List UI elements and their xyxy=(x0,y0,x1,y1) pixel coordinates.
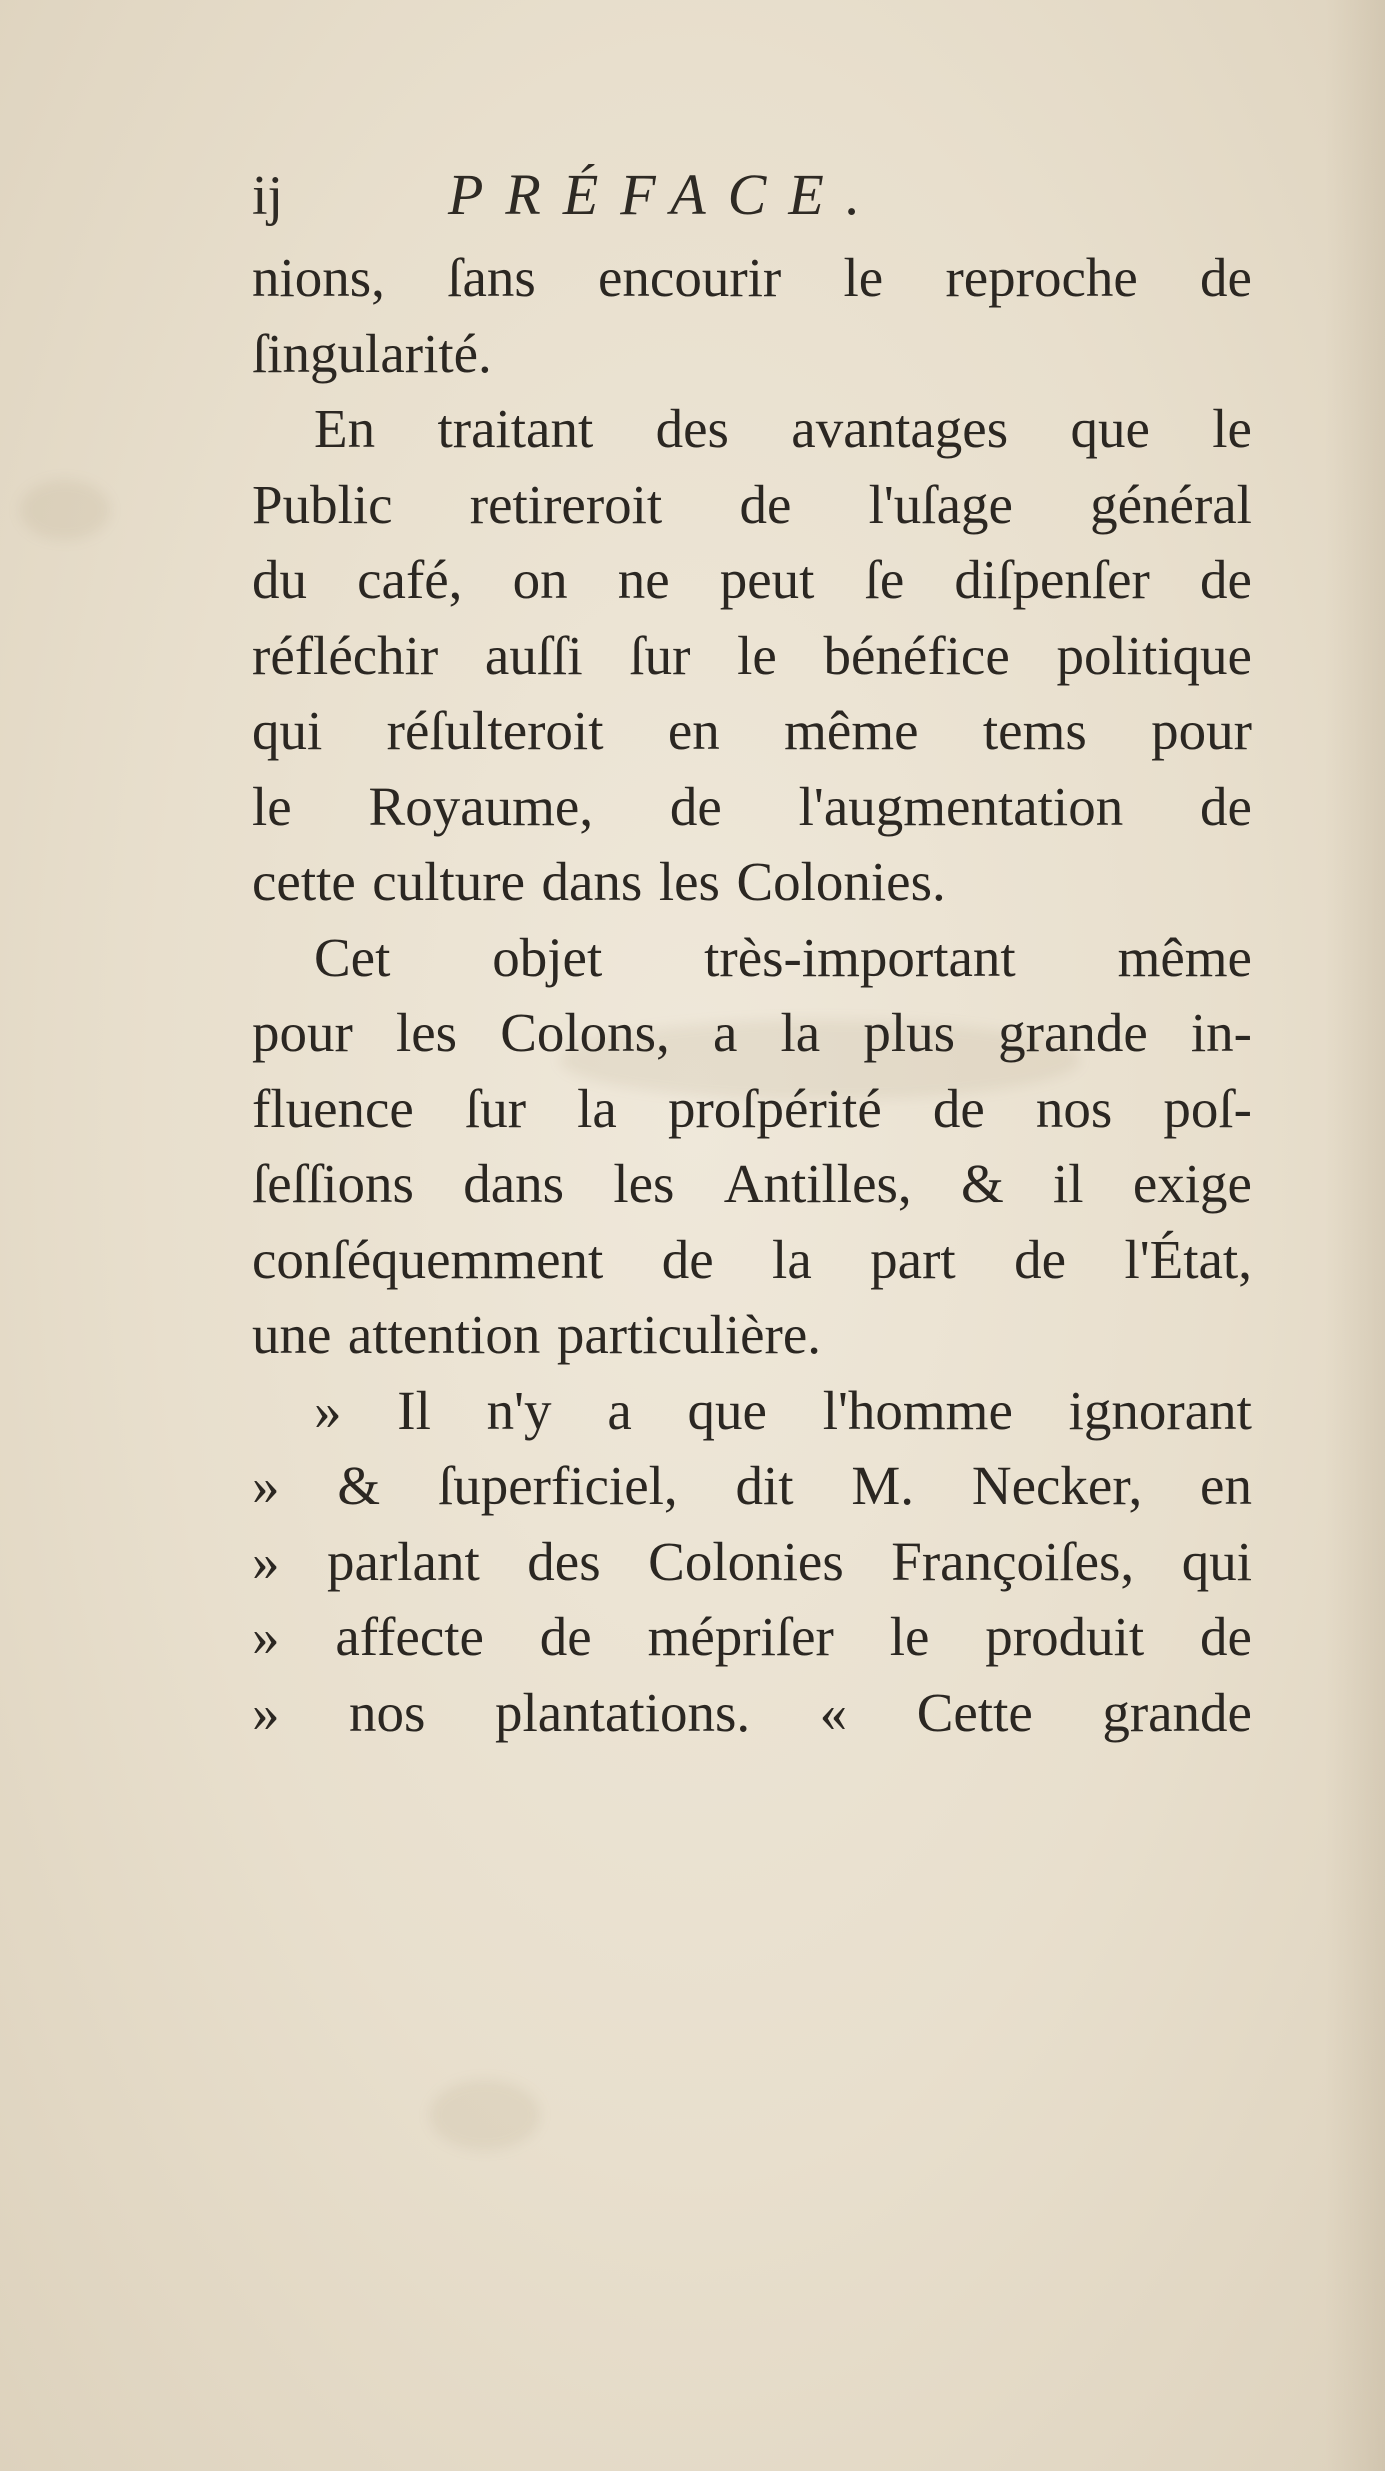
word: exige xyxy=(1132,1153,1252,1214)
word: de xyxy=(1200,549,1252,610)
word: avantages xyxy=(791,398,1009,459)
text-line xyxy=(252,769,1252,845)
word: ignorant xyxy=(1068,1379,1252,1441)
word: & xyxy=(960,1153,1004,1214)
word: des xyxy=(527,1530,601,1592)
word: Public xyxy=(252,473,393,535)
word: « xyxy=(819,1681,848,1743)
text-line xyxy=(252,1373,1252,1449)
word: nos xyxy=(349,1681,426,1743)
word: » xyxy=(252,1455,280,1516)
word: attention xyxy=(347,1304,541,1365)
word: dit xyxy=(735,1455,794,1516)
word: le xyxy=(737,624,777,686)
word: de xyxy=(1014,1228,1067,1290)
word: de xyxy=(669,775,722,837)
text-line xyxy=(252,1297,1252,1373)
word: Colonies. xyxy=(736,851,946,912)
word: dans xyxy=(463,1153,565,1214)
word: une xyxy=(252,1304,332,1365)
word: grande xyxy=(1102,1681,1252,1743)
word: le xyxy=(252,775,292,837)
word: ne xyxy=(617,549,670,610)
word: réfléchir xyxy=(252,624,439,686)
word: affecte xyxy=(335,1606,484,1667)
word: tems xyxy=(982,700,1087,761)
text-line xyxy=(252,1675,1252,1751)
word: En xyxy=(314,398,376,459)
word: le xyxy=(889,1606,930,1667)
text-line xyxy=(252,391,1252,467)
word: très-important xyxy=(704,926,1016,988)
running-head: PRÉFACE. xyxy=(448,162,883,227)
word: part xyxy=(870,1228,956,1290)
word: n'y xyxy=(486,1379,552,1441)
word: culture xyxy=(372,851,525,912)
word: a xyxy=(607,1379,632,1441)
text-line xyxy=(252,1146,1252,1222)
word: que xyxy=(687,1379,767,1441)
word: de xyxy=(661,1228,714,1290)
word: Colonies xyxy=(648,1530,844,1592)
word: bénéfice xyxy=(823,624,1010,686)
word: que xyxy=(1070,398,1150,459)
word: objet xyxy=(492,926,603,988)
word: » xyxy=(314,1379,342,1441)
text-line xyxy=(252,240,1252,316)
word: fluence xyxy=(252,1077,414,1139)
text-line xyxy=(252,1222,1252,1298)
word: reproche xyxy=(945,247,1138,308)
word: pour xyxy=(1151,700,1252,761)
word: plantations. xyxy=(495,1681,751,1743)
word: même xyxy=(1117,926,1252,988)
word: les xyxy=(658,851,720,912)
word: Colons, xyxy=(500,1002,670,1063)
text-line xyxy=(252,693,1252,769)
word: peut xyxy=(719,549,815,610)
word: du xyxy=(252,549,307,610)
word: de xyxy=(739,473,792,535)
word: de xyxy=(539,1606,592,1667)
word: réſulteroit xyxy=(386,700,604,761)
word: Cette xyxy=(916,1681,1033,1743)
text-line xyxy=(252,467,1252,543)
word: » xyxy=(252,1606,280,1667)
word: a xyxy=(712,1002,738,1063)
word: l'homme xyxy=(822,1379,1013,1441)
word: traitant xyxy=(437,398,594,459)
word: produit xyxy=(985,1606,1145,1667)
word: la xyxy=(780,1002,821,1063)
word: in- xyxy=(1190,1002,1252,1063)
word: Royaume, xyxy=(368,775,594,837)
text-line xyxy=(252,1524,1252,1600)
word: plus xyxy=(863,1002,955,1063)
word: l'augmentation xyxy=(798,775,1124,837)
word: café, xyxy=(357,549,463,610)
word: ſur xyxy=(464,1077,527,1139)
word: poſ- xyxy=(1163,1077,1252,1139)
text-line xyxy=(252,1071,1252,1147)
word: de xyxy=(1200,775,1252,837)
text-line xyxy=(252,1448,1252,1524)
word: diſpenſer xyxy=(954,549,1150,610)
word: les xyxy=(613,1153,675,1214)
page-header xyxy=(252,158,1242,238)
body-text xyxy=(252,240,1252,1750)
word: Il xyxy=(397,1379,431,1441)
word: les xyxy=(395,1002,458,1063)
word: retireroit xyxy=(469,473,663,535)
word: en xyxy=(667,700,720,761)
word: Françoiſes, xyxy=(891,1530,1135,1592)
word: proſpérité xyxy=(667,1077,882,1139)
word: » xyxy=(252,1681,280,1743)
word: la xyxy=(772,1228,812,1290)
word: le xyxy=(843,247,884,308)
paper-stain xyxy=(20,480,110,540)
word: ſans xyxy=(447,247,536,308)
word: ſuperficiel, xyxy=(437,1455,678,1516)
text-line xyxy=(252,920,1252,996)
text-line xyxy=(252,316,1252,392)
word: qui xyxy=(1181,1530,1252,1592)
word: encourir xyxy=(598,247,782,308)
word: de xyxy=(1200,1606,1252,1667)
word: Cet xyxy=(314,926,391,988)
word: Antilles, xyxy=(723,1153,912,1214)
word: ſe xyxy=(864,549,905,610)
word: parlant xyxy=(327,1530,480,1592)
paper-stain xyxy=(430,2080,540,2150)
word: l'uſage xyxy=(868,473,1013,535)
word: de xyxy=(1200,247,1252,308)
word: même xyxy=(784,700,919,761)
word: cette xyxy=(252,851,356,912)
text-line xyxy=(252,1599,1252,1675)
word: le xyxy=(1212,398,1252,459)
word: M. xyxy=(851,1455,915,1516)
word: pour xyxy=(252,1002,353,1063)
word: & xyxy=(337,1455,381,1516)
word: grande xyxy=(998,1002,1148,1063)
word: nions, xyxy=(252,247,385,308)
word: qui xyxy=(252,700,323,761)
word: mépriſer xyxy=(647,1606,834,1667)
word: politique xyxy=(1056,624,1252,686)
text-line xyxy=(252,542,1252,618)
text-line xyxy=(252,844,1252,920)
word: conſéquemment xyxy=(252,1228,604,1290)
word: général xyxy=(1090,473,1252,535)
word: la xyxy=(577,1077,617,1139)
text-line xyxy=(252,995,1252,1071)
word: de xyxy=(932,1077,985,1139)
word: auſſi xyxy=(484,624,583,686)
word: Necker, xyxy=(971,1455,1143,1516)
word: dans xyxy=(541,851,643,912)
text-line xyxy=(252,618,1252,694)
page-number: ij xyxy=(252,165,284,227)
word: nos xyxy=(1035,1077,1113,1139)
word: en xyxy=(1200,1455,1252,1516)
word: ſingularité. xyxy=(252,322,492,384)
word: il xyxy=(1053,1153,1084,1214)
word: ſeſſions xyxy=(252,1153,414,1214)
word: on xyxy=(512,549,568,610)
word: » xyxy=(252,1530,280,1592)
word: ſur xyxy=(629,624,691,686)
word: particulière. xyxy=(556,1304,822,1365)
word: l'État, xyxy=(1124,1228,1252,1290)
word: des xyxy=(655,398,729,459)
